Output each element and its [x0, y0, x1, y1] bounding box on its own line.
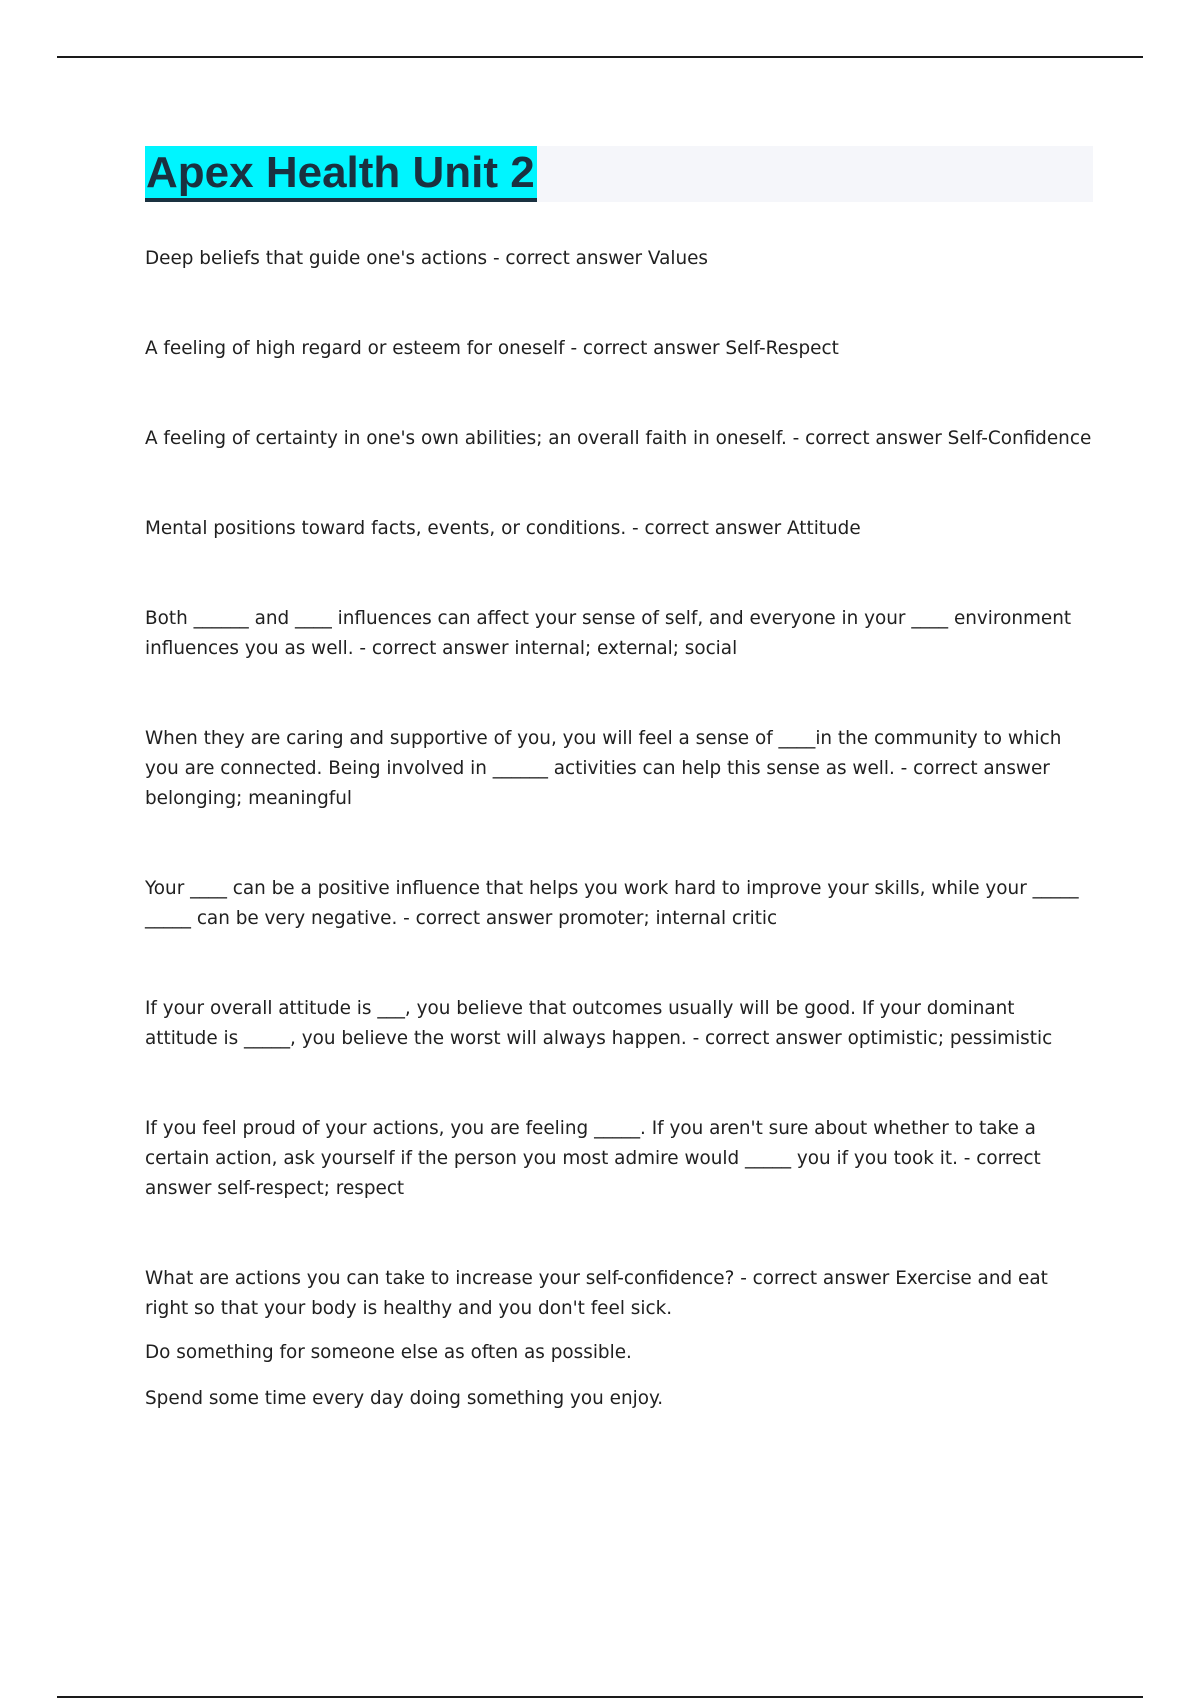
qa-item: Deep beliefs that guide one's actions - correct answer Values [145, 248, 709, 269]
qa-item: A feeling of certainty in one's own abilities; an overall faith in oneself. - correct answer Self-Confidence [145, 428, 1092, 449]
qa-item: Both ______ and ____ influences can affect your sense of self, and everyone in your ____ environment influences you as well. - correct answer internal; external; social [145, 608, 1072, 659]
qa-item: Your ____ can be a positive influence that helps you work hard to improve your skills, while your _____ _____ can be very negative. - correct answer promoter; internal critic [145, 878, 1079, 929]
bottom-rule [57, 1696, 1143, 1698]
qa-item: What are actions you can take to increase your self-confidence? - correct answer Exercise and eat right so that your body is healthy and you don't feel sick. [145, 1268, 1048, 1319]
answer-extra-line: Do something for someone else as often as possible. [145, 1342, 632, 1363]
qa-item: When they are caring and supportive of you, you will feel a sense of ____in the community to which you are connected. Being involved in ______ activities can help this sense as well. - correct answer belonging; meaningful [145, 728, 1062, 809]
top-rule [57, 56, 1143, 58]
document-title: Apex Health Unit 2 [145, 146, 537, 202]
qa-item: Mental positions toward facts, events, or conditions. - correct answer Attitude [145, 518, 861, 539]
qa-item: If your overall attitude is ___, you believe that outcomes usually will be good. If your dominant attitude is _____, you believe the worst will always happen. - correct answer optimistic; pessimistic [145, 998, 1053, 1049]
answer-extra-line: Spend some time every day doing something you enjoy. [145, 1388, 664, 1409]
document-body [145, 244, 1093, 1430]
qa-item: A feeling of high regard or esteem for oneself - correct answer Self-Respect [145, 338, 839, 359]
qa-item: If you feel proud of your actions, you are feeling _____. If you aren't sure about whether to take a certain action, ask yourself if the person you most admire would _____ you if you took it. - correct answer self-respect; respect [145, 1118, 1041, 1199]
